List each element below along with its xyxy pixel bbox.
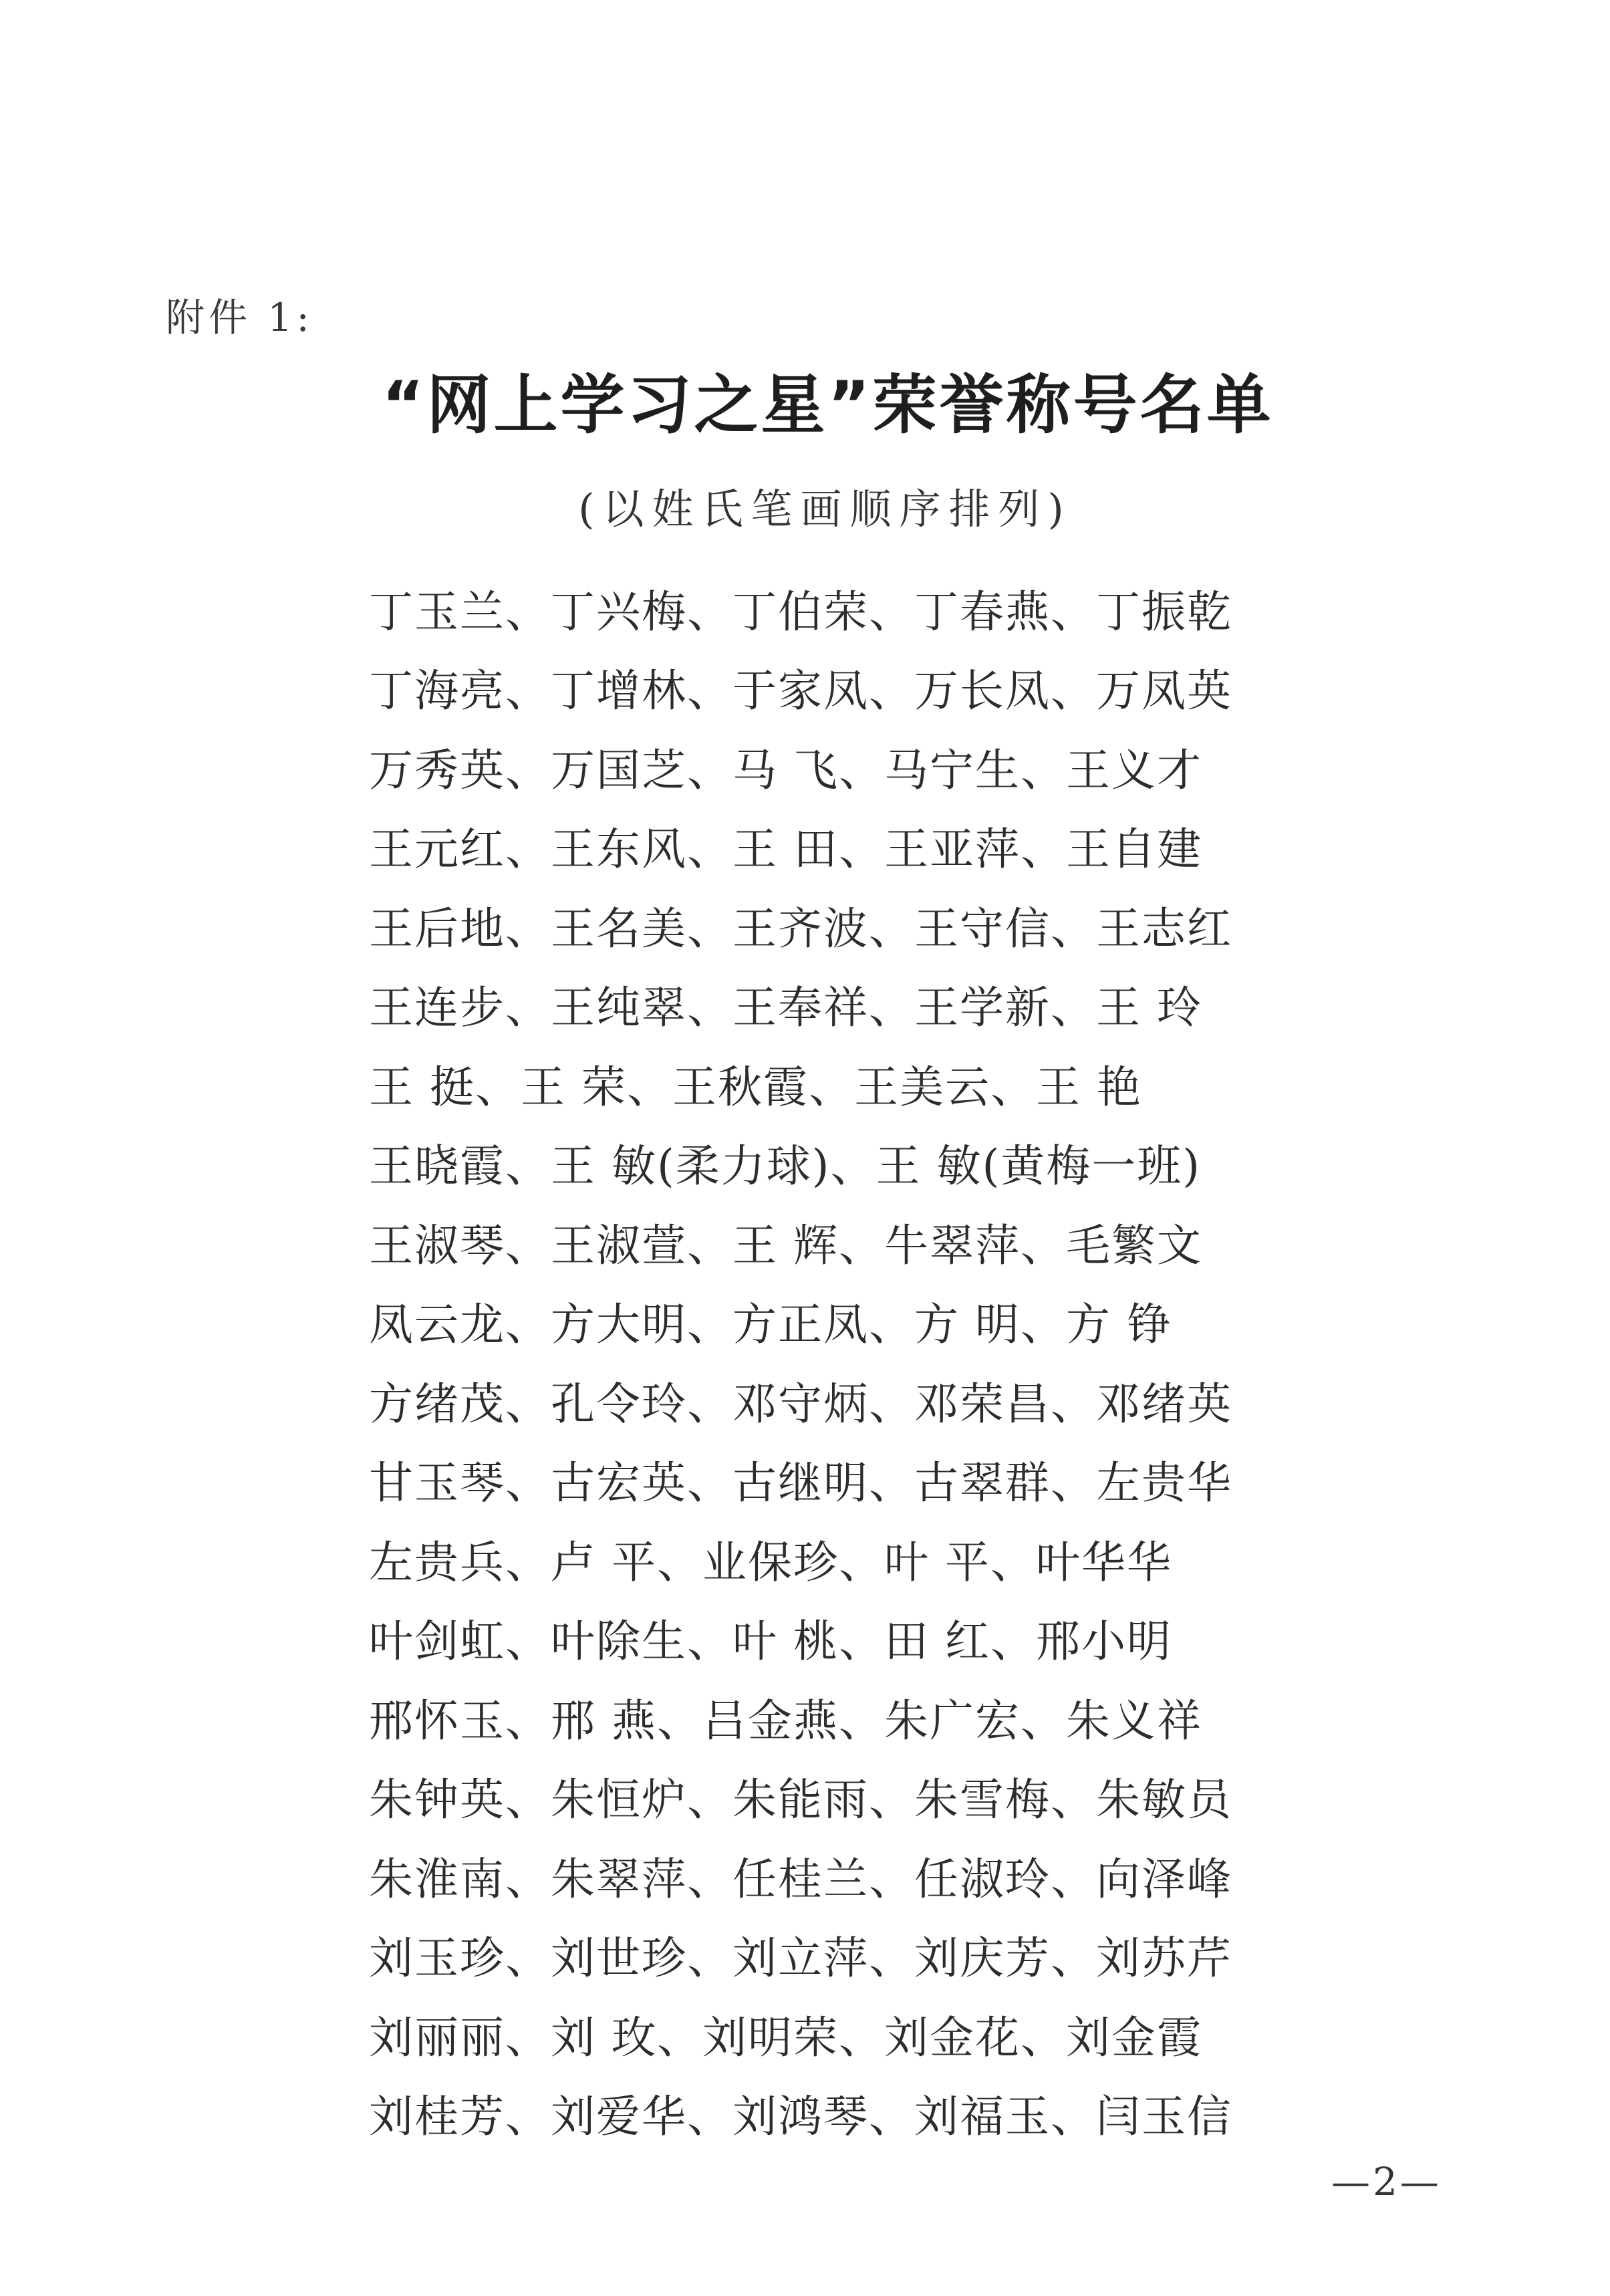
- name-row-text: 王淑琴、王淑萱、王 辉、牛翠萍、毛繁文: [369, 1219, 1202, 1271]
- name-row: [369, 1440, 1251, 1519]
- name-row-text: 叶剑虹、叶除生、叶 桃、田 红、邢小明: [369, 1616, 1172, 1668]
- name-row: [369, 1915, 1251, 1995]
- name-row: [369, 2073, 1251, 2153]
- name-row-text: 王后地、王名美、王齐波、王守信、王志红: [369, 902, 1232, 954]
- name-row-text: 王 挺、王 荣、王秋霞、王美云、王 艳: [369, 1061, 1142, 1113]
- name-row: [369, 965, 1251, 1044]
- name-row-text: 方绪茂、孔令玲、邓守炳、邓荣昌、邓绪英: [369, 1378, 1232, 1430]
- name-row-text: 丁海亮、丁增林、于家凤、万长凤、万凤英: [369, 665, 1232, 717]
- name-row-text: 王连步、王纯翠、王奉祥、王学新、王 玲: [369, 982, 1202, 1034]
- name-row-text: 刘玉珍、刘世珍、刘立萍、刘庆芳、刘苏芹: [369, 1932, 1232, 1985]
- name-row-text: 刘丽丽、刘 玫、刘明荣、刘金花、刘金霞: [369, 2011, 1202, 2063]
- name-row: [369, 568, 1251, 648]
- name-row-text: 朱淮南、朱翠萍、任桂兰、任淑玲、向泽峰: [369, 1853, 1232, 1905]
- name-row: [369, 1994, 1251, 2073]
- name-row-text: 刘桂芳、刘爱华、刘鸿琴、刘福玉、闫玉信: [369, 2091, 1232, 2143]
- name-row: [369, 806, 1251, 886]
- name-row: [369, 885, 1251, 965]
- name-row-text: 朱钟英、朱恒炉、朱能雨、朱雪梅、朱敏员: [369, 1774, 1232, 1826]
- name-row: [369, 1202, 1251, 1281]
- name-row-text: 左贵兵、卢 平、业保珍、叶 平、叶华华: [369, 1536, 1172, 1588]
- page-number: —2—: [1331, 2159, 1442, 2204]
- name-row: [369, 1677, 1251, 1757]
- document-subtitle: [0, 476, 1610, 535]
- name-row-text: 甘玉琴、古宏英、古继明、古翠群、左贵华: [369, 1457, 1232, 1509]
- name-row: [369, 1757, 1251, 1836]
- attachment-label: 附件 1:: [166, 295, 313, 340]
- document-subtitle-text: (以姓氏笔画顺序排列): [578, 485, 1072, 533]
- name-row: [369, 1281, 1251, 1361]
- document-title: [0, 354, 1610, 446]
- name-row-text: 邢怀玉、邢 燕、吕金燕、朱广宏、朱义祥: [369, 1694, 1202, 1747]
- name-row: [369, 1360, 1251, 1440]
- name-row-text: 王晓霞、王 敏(柔力球)、王 敏(黄梅一班): [369, 1140, 1201, 1192]
- name-row-text: 凤云龙、方大明、方正凤、方 明、方 铮: [369, 1299, 1172, 1351]
- document-title-text: “网上学习之星”荣誉称号名单: [382, 368, 1274, 442]
- name-row-text: 丁玉兰、丁兴梅、丁伯荣、丁春燕、丁振乾: [369, 586, 1232, 638]
- name-row: [369, 1123, 1251, 1202]
- name-row-text: 王元红、王东风、王 田、王亚萍、王自建: [369, 823, 1202, 876]
- name-row: [369, 1598, 1251, 1678]
- name-row: [369, 1835, 1251, 1915]
- name-row: [369, 1043, 1251, 1123]
- name-row: [369, 727, 1251, 806]
- honoree-name-list: [369, 568, 1251, 2152]
- name-row: [369, 1519, 1251, 1598]
- name-row-text: 万秀英、万国芝、马 飞、马宁生、王义才: [369, 744, 1202, 796]
- name-row: [369, 648, 1251, 727]
